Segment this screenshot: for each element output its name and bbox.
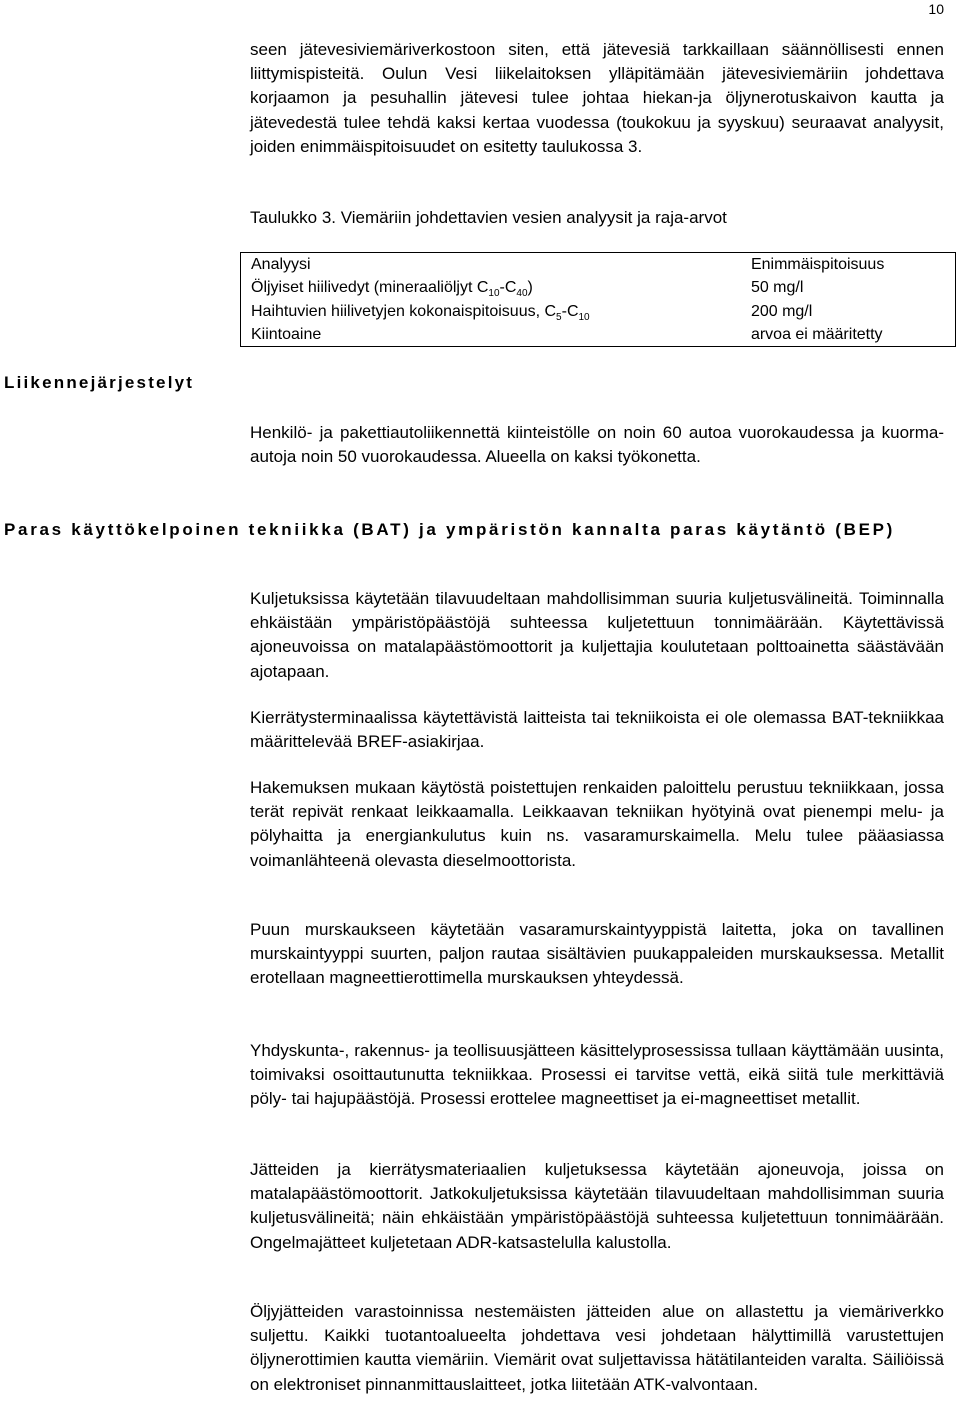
analysis-table [240, 252, 956, 347]
table-header-analysis: Analyysi [251, 256, 311, 274]
page-number: 10 [928, 1, 944, 17]
intro-paragraph: seen jätevesiviemäriverkostoon siten, että jätevesiä tarkkaillaan säännöllisesti ennen liittymispisteitä. Oulun Vesi liikelaitoksen ylläpitämään jätevesiviemäriin johdettava korjaamon ja pesuhallin jätevesi tulee johtaa hiekan-ja öljynerotuskaivon kautta ja jätevedestä tulee tehdä kaksi kertaa vuodessa (toukokuu ja syyskuu) seuraavat analyysit, joiden enimmäispitoisuudet on esitetty taulukossa 3. [250, 40, 944, 156]
table-row [241, 276, 956, 299]
table-header-limit: Enimmäispitoisuus [750, 256, 885, 274]
bat-paragraph: Kierrätysterminaalissa käytettävistä laitteista tai tekniikoista ei ole olemassa BAT-tekniikkaa määrittelevää BREF-asiakirjaa. [250, 708, 944, 752]
table-cell-analysis: Kiintoaine [251, 325, 322, 343]
table-cell-analysis: Öljyiset hiilivedyt (mineraaliöljyt $C_{10}-C_{40}$) [251, 279, 533, 300]
section-heading-bat: Paras käyttökelpoinen tekniikka (BAT) ja ympäristön kannalta paras käytäntö (BEP) [4, 520, 896, 539]
bat-paragraph: Hakemuksen mukaan käytöstä poistettujen renkaiden paloittelu perustuu tekniikkaan, jossa terät repivät renkaat leikkaamalla. Leikkaavan tekniikan hyötyinä ovat pienempi melu- ja pölyhaitta ja energiankulutus kuin ns. vasaramurskaimella. Melu tulee pääasiassa voimanlähteenä olevasta dieselmoottorista. [250, 778, 944, 870]
table-cell-limit: 50 mg/l [750, 279, 804, 297]
bat-paragraph: Öljyjätteiden varastoinnissa nestemäisten jätteiden alue on allastettu ja viemäriverkko suljettu. Kaikki tuotantoalueelta johdettava vesi johdetaan hälyttimillä varustettujen öljynerottimien kautta viemäriin. Viemärit ovat suljettavissa hätätilanteiden varalta. Säiliöissä on elektroniset pinnanmittauslaitteet, jotka liitetään ATK-valvontaan. [250, 1302, 944, 1394]
table-row [241, 299, 956, 322]
traffic-paragraph: Henkilö- ja pakettiautoliikennettä kiinteistölle on noin 60 autoa vuorokaudessa ja kuorma-autoja noin 50 vuorokaudessa. Alueella on kaksi työkonetta. [250, 423, 944, 467]
section-heading-traffic: Liikennejärjestelyt [4, 373, 195, 392]
bat-paragraph: Yhdyskunta-, rakennus- ja teollisuusjätteen käsittelyprosessissa tullaan käyttämään uusinta, toimivaksi osoittautunutta tekniikkaa. Prosessi ei tarvitse vettä, eikä siitä tule merkittäviä pöly- tai hajupäästöjä. Prosessi erottelee magneettiset ja ei-magneettiset metallit. [250, 1041, 944, 1109]
table-row [241, 323, 956, 347]
bat-paragraph: Kuljetuksissa käytetään tilavuudeltaan mahdollisimman suuria kuljetusvälineitä. Toiminnalla ehkäistään ympäristöpäästöjä suhteessa kuljetettuun tonnimäärään. Käytettävissä ajoneuvoissa on matalapäästömoottorit ja kuljettajia koulutetaan polttoainetta säästävään ajotapaan. [250, 589, 944, 681]
bat-paragraph: Puun murskaukseen käytetään vasaramurskaintyyppistä laitetta, joka on tavallinen murskaintyyppi suurten, paljon rautaa sisältävien puukappaleiden murskauksessa. Metallit erotellaan magneettierottimella murskauksen yhteydessä. [250, 920, 944, 988]
table-cell-limit: 200 mg/l [750, 302, 813, 320]
bat-paragraph: Jätteiden ja kierrätysmateriaalien kuljetuksessa käytetään ajoneuvoja, joissa on matalapäästömoottorit. Jatkokuljetuksissa käytetään tilavuudeltaan mahdollisimman suuria kuljetusvälineitä; näin ehkäistään ympäristöpäästöjä suhteessa kuljetettuun tonnimäärään. Ongelmajätteet kuljetetaan ADR-katsastelulla kalustolla. [250, 1160, 944, 1252]
table-cell-analysis: Haihtuvien hiilivetyjen kokonaispitoisuus, $C_5-C_{10}$ [251, 302, 590, 323]
table-caption: Taulukko 3. Viemäriin johdettavien vesien analyysit ja raja-arvot [250, 208, 727, 227]
table-header-row [241, 253, 956, 277]
table-cell-limit: arvoa ei määritetty [750, 325, 883, 343]
